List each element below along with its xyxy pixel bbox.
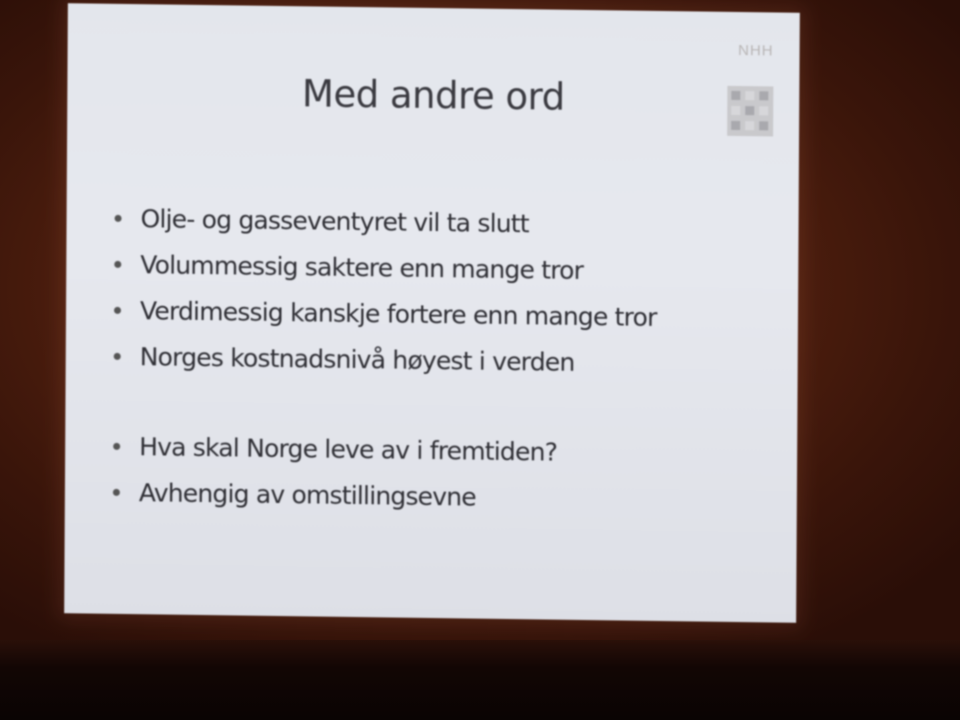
projected-slide	[64, 3, 800, 623]
bullet-text: Volummessig saktere enn mange tror	[140, 250, 584, 285]
bullet-item	[114, 334, 657, 387]
bullet-dot-icon	[114, 261, 121, 268]
bullet-text: Hva skal Norge leve av i fremtiden?	[139, 432, 558, 467]
bullet-item	[114, 288, 657, 341]
bullet-text: Avhengig av omstillingsevne	[138, 478, 476, 512]
bullet-item	[114, 196, 657, 249]
bullet-text: Olje- og gasseventyret vil ta slutt	[140, 204, 529, 239]
nhh-logo-text: NHH	[738, 41, 774, 60]
bullet-dot-icon	[113, 443, 120, 450]
bullet-item	[113, 470, 656, 523]
bullet-dot-icon	[113, 489, 120, 496]
bullet-spacer	[113, 380, 656, 431]
bullet-dot-icon	[114, 307, 121, 314]
bullet-text: Norges kostnadsnivå høyest i verden	[139, 342, 575, 377]
bullet-list	[113, 196, 657, 523]
bullet-item	[114, 242, 657, 295]
bullet-item	[113, 424, 656, 477]
dark-floor-band	[0, 640, 960, 720]
bullet-dot-icon	[115, 215, 122, 222]
slide-title: Med andre ord	[301, 72, 565, 119]
bullet-text: Verdimessig kanskje fortere enn mange tror	[139, 296, 657, 332]
bullet-dot-icon	[114, 353, 121, 360]
